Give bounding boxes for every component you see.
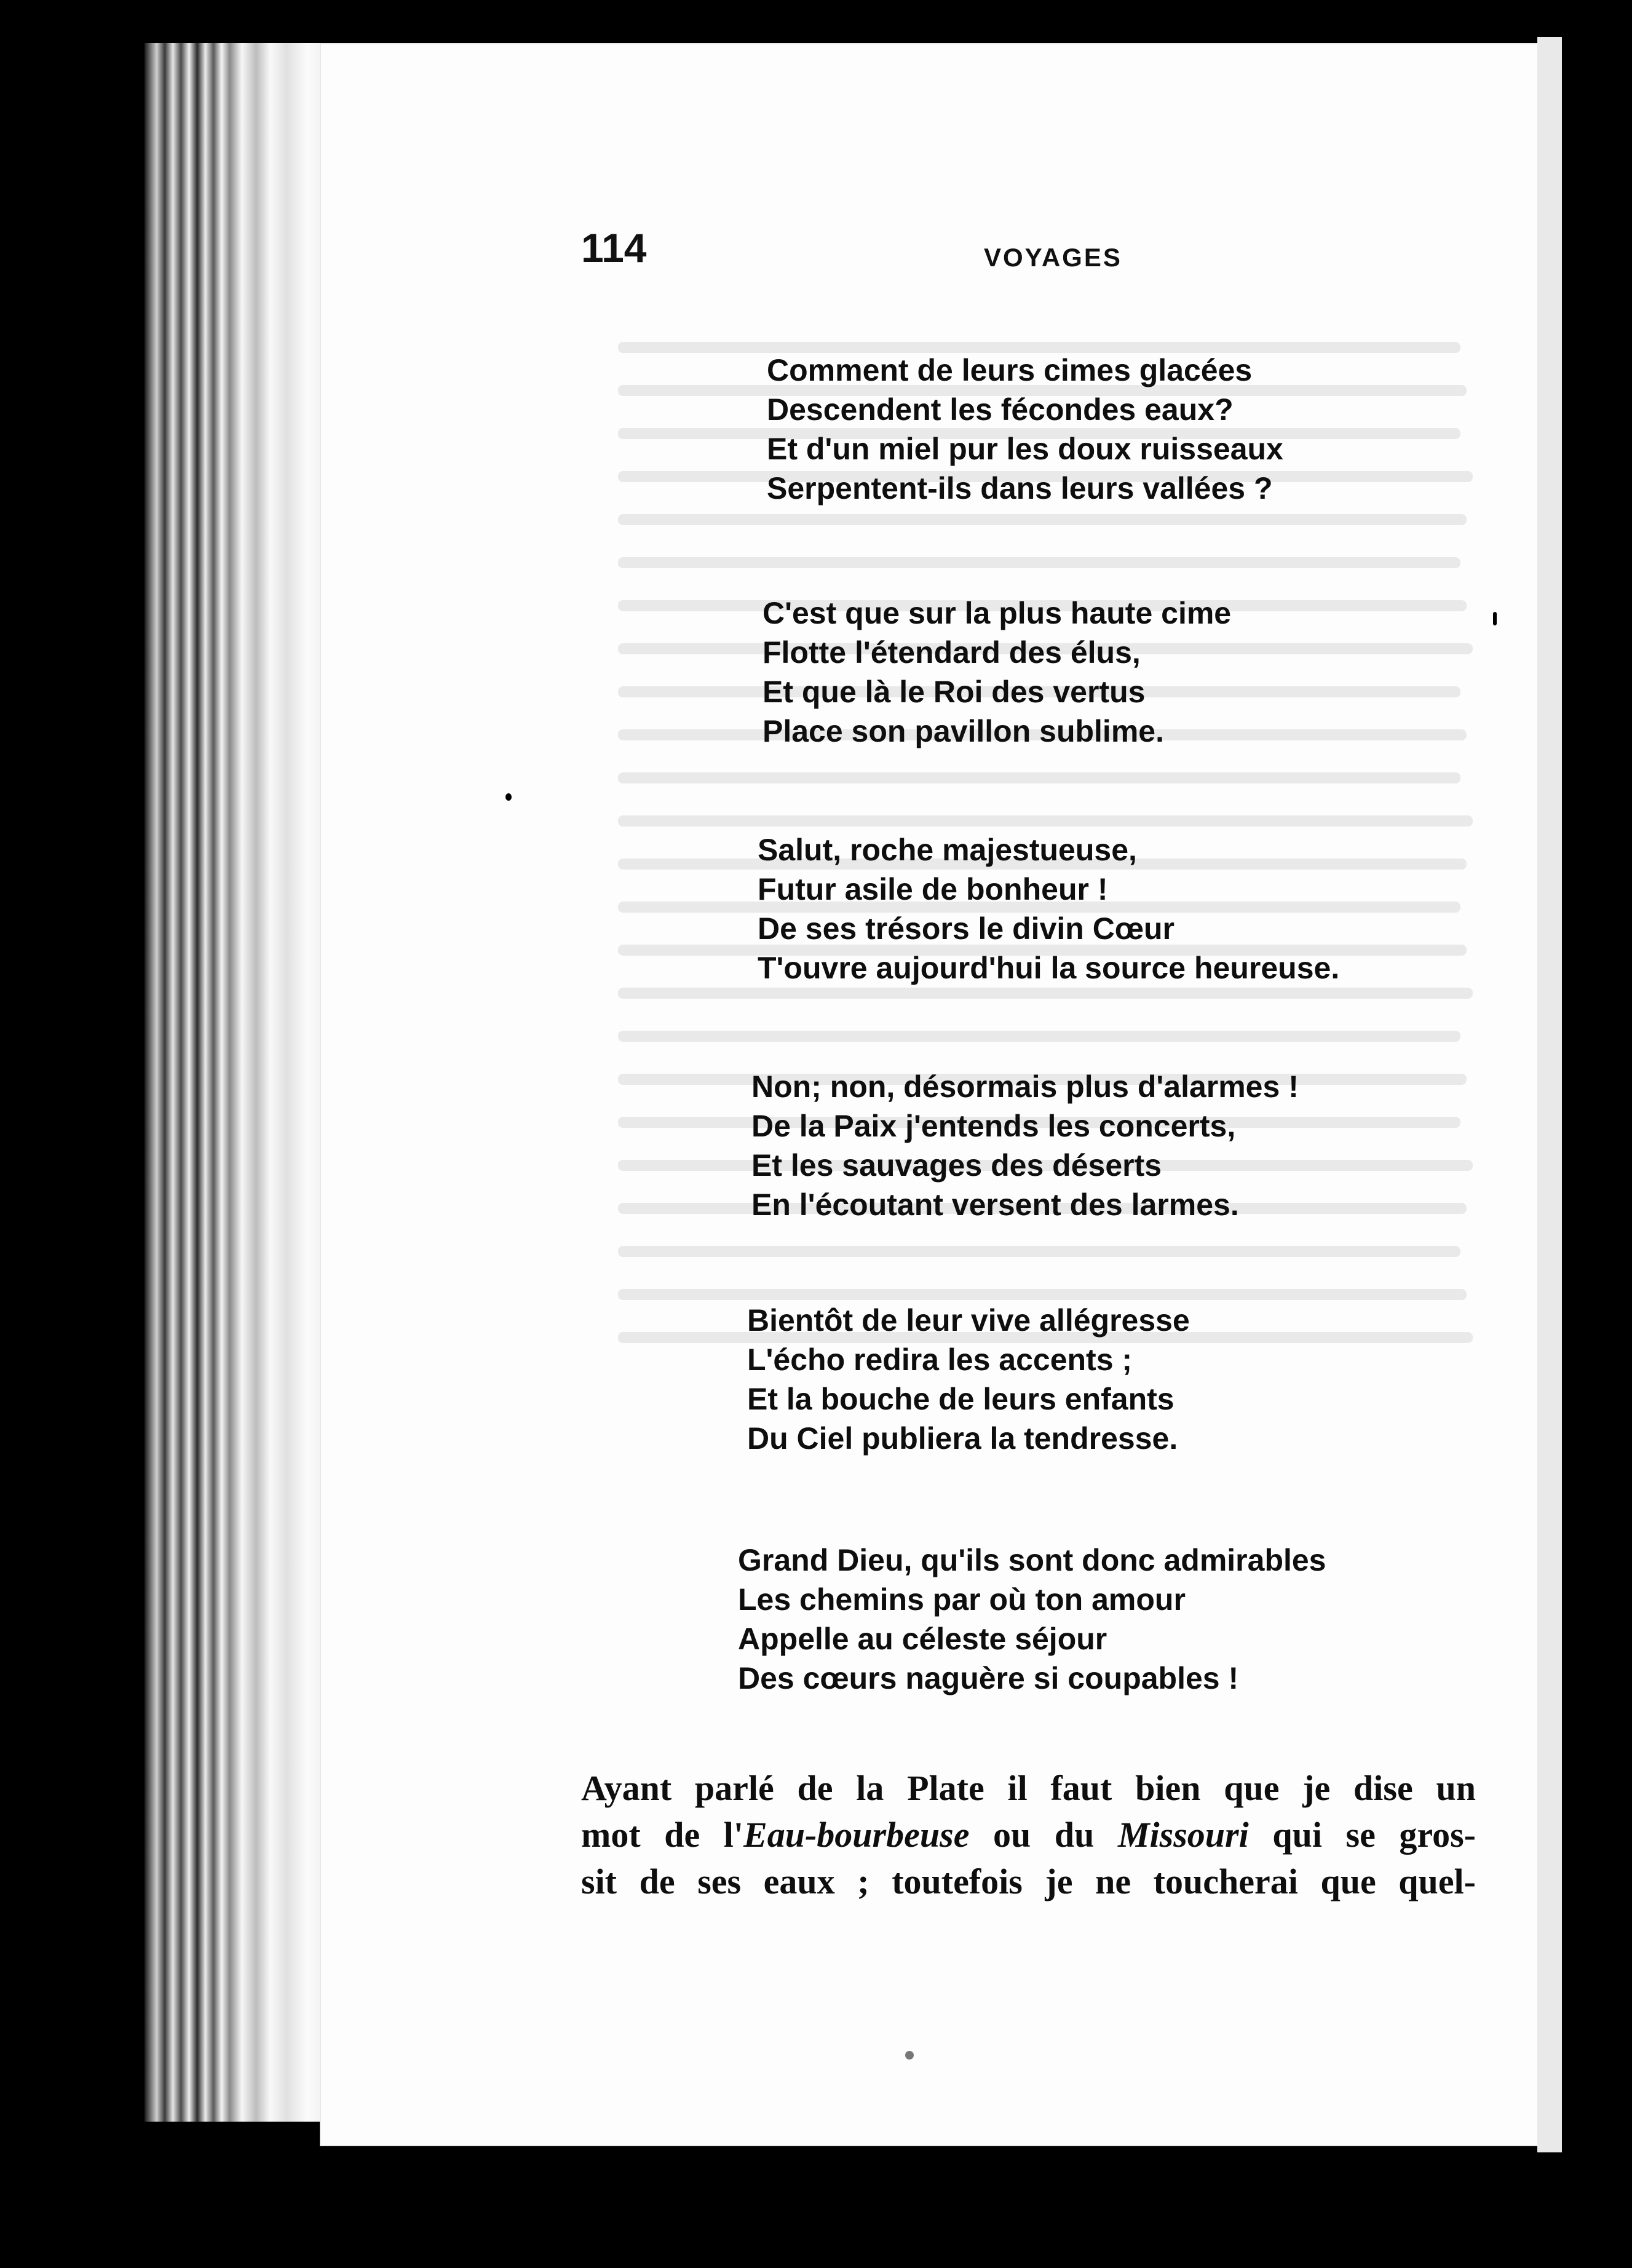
verse-line: De ses trésors le divin Cœur: [758, 911, 1175, 946]
verse-line: T'ouvre aujourd'hui la source heureuse.: [758, 951, 1340, 985]
scan-speck: [905, 2051, 914, 2060]
river-name-eau-bourbeuse: Eau-bourbeuse: [743, 1815, 970, 1855]
prose-paragraph: [581, 1765, 1476, 1905]
verse-line: Et d'un miel pur les doux ruisseaux: [767, 432, 1283, 466]
verse-line: Appelle au céleste séjour: [738, 1622, 1107, 1656]
prose-text: qui se gros-: [1248, 1815, 1476, 1855]
stanza-4: [751, 1067, 1299, 1224]
page-number: 114: [581, 225, 647, 271]
verse-line: Place son pavillon sublime.: [763, 714, 1164, 748]
scan-speck: [505, 793, 512, 801]
stanza-5: [747, 1301, 1190, 1458]
running-title: VOYAGES: [984, 243, 1122, 272]
verse-line: Et que là le Roi des vertus: [763, 675, 1146, 709]
prose-line: [581, 1812, 1476, 1858]
stanza-2: [763, 593, 1231, 751]
verse-line: Flotte l'étendard des élus,: [763, 635, 1141, 670]
verse-line: Et les sauvages des déserts: [751, 1148, 1162, 1183]
stanza-3: [758, 830, 1339, 988]
stanza-1: [767, 351, 1283, 508]
verse-line: C'est que sur la plus haute cime: [763, 596, 1232, 630]
verse-line: Des cœurs naguère si coupables !: [738, 1661, 1239, 1695]
verse-line: Comment de leurs cimes glacées: [767, 353, 1253, 387]
verse-line: Bientôt de leur vive allégresse: [747, 1303, 1190, 1338]
scan-speck: [1103, 0, 1107, 17]
prose-line: sit de ses eaux ; toutefois je ne toucherai que quel-: [581, 1862, 1476, 1901]
verse-line: Salut, roche majestueuse,: [758, 833, 1137, 867]
verse-line: Grand Dieu, qu'ils sont donc admirables: [738, 1543, 1326, 1577]
prose-line: Ayant parlé de la Plate il faut bien que je dise un: [581, 1768, 1476, 1808]
verse-line: Non; non, désormais plus d'alarmes !: [751, 1069, 1299, 1104]
verse-line: L'écho redira les accents ;: [747, 1342, 1133, 1377]
stanza-6: [738, 1540, 1326, 1698]
verse-line: Et la bouche de leurs enfants: [747, 1382, 1174, 1416]
verse-line: Descendent les fécondes eaux?: [767, 392, 1234, 427]
page-edges: [145, 43, 347, 2122]
verse-line: En l'écoutant versent des larmes.: [751, 1188, 1239, 1222]
verse-line: Serpentent-ils dans leurs vallées ?: [767, 471, 1273, 506]
facing-page-edge: [1537, 37, 1562, 2152]
scan-speck: [1493, 612, 1497, 625]
verse-line: Les chemins par où ton amour: [738, 1582, 1186, 1617]
river-name-missouri: Missouri: [1117, 1815, 1249, 1855]
prose-text: ou du: [969, 1815, 1118, 1855]
verse-line: Futur asile de bonheur !: [758, 872, 1108, 906]
verse-line: De la Paix j'entends les concerts,: [751, 1109, 1236, 1143]
verse-line: Du Ciel publiera la tendresse.: [747, 1421, 1178, 1456]
prose-text: mot de l': [581, 1815, 744, 1855]
